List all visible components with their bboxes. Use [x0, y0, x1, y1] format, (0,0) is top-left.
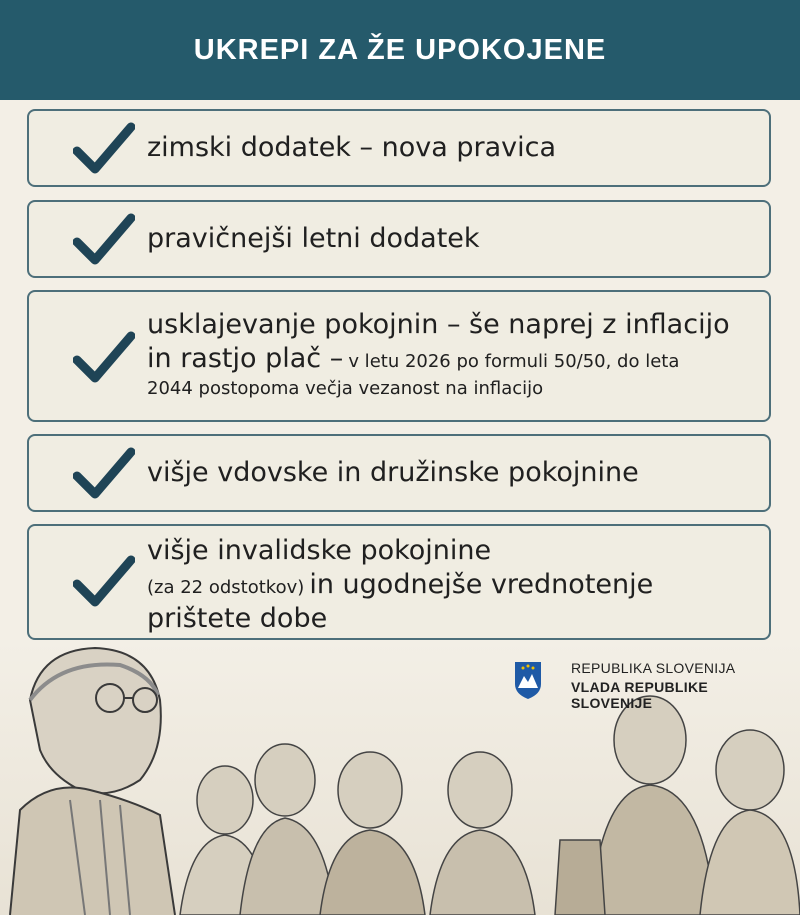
- measure-text-line: in ugodnejše vrednotenje: [309, 569, 654, 600]
- measure-text-line: višje invalidske pokojnine: [147, 535, 492, 566]
- checkmark-icon: [73, 446, 135, 500]
- measure-note: 2044 postopoma večja vezanost na inflacijo: [147, 378, 544, 399]
- measure-note: v letu 2026 po formuli 50/50, do leta: [348, 351, 680, 372]
- measure-text-block: [147, 534, 755, 636]
- measure-text-block: [147, 308, 755, 402]
- government-logo: [513, 660, 773, 711]
- measure-card-disability-pensions: [27, 524, 771, 640]
- checkmark-icon: [73, 330, 135, 384]
- checkmark-icon: [73, 212, 135, 266]
- measure-note: (za 22 odstotkov): [147, 577, 305, 598]
- checkmark-icon: [73, 554, 135, 608]
- measure-text: višje vdovske in družinske pokojnine: [147, 457, 639, 488]
- measure-text: zimski dodatek – nova pravica: [147, 132, 556, 163]
- checkmark-icon: [73, 121, 135, 175]
- slovenia-coat-of-arms-icon: [513, 660, 543, 700]
- measure-card-survivor-pensions: [27, 434, 771, 512]
- header-banner: [0, 0, 800, 100]
- logo-line-government: VLADA REPUBLIKE SLOVENIJE: [571, 679, 708, 711]
- measure-card-annual-allowance: [27, 200, 771, 278]
- measure-text: pravičnejši letni dodatek: [147, 223, 480, 254]
- measure-card-pension-indexation: [27, 290, 771, 422]
- measure-text-line: in rastjo plač –: [147, 343, 344, 374]
- measure-text-line: usklajevanje pokojnin – še naprej z inflacijo: [147, 309, 730, 340]
- page-title: UKREPI ZA ŽE UPOKOJENE: [193, 33, 607, 66]
- measure-text-line: prištete dobe: [147, 603, 328, 634]
- logo-line-republic: REPUBLIKA SLOVENIJA: [571, 660, 736, 676]
- measure-card-winter-allowance: [27, 109, 771, 187]
